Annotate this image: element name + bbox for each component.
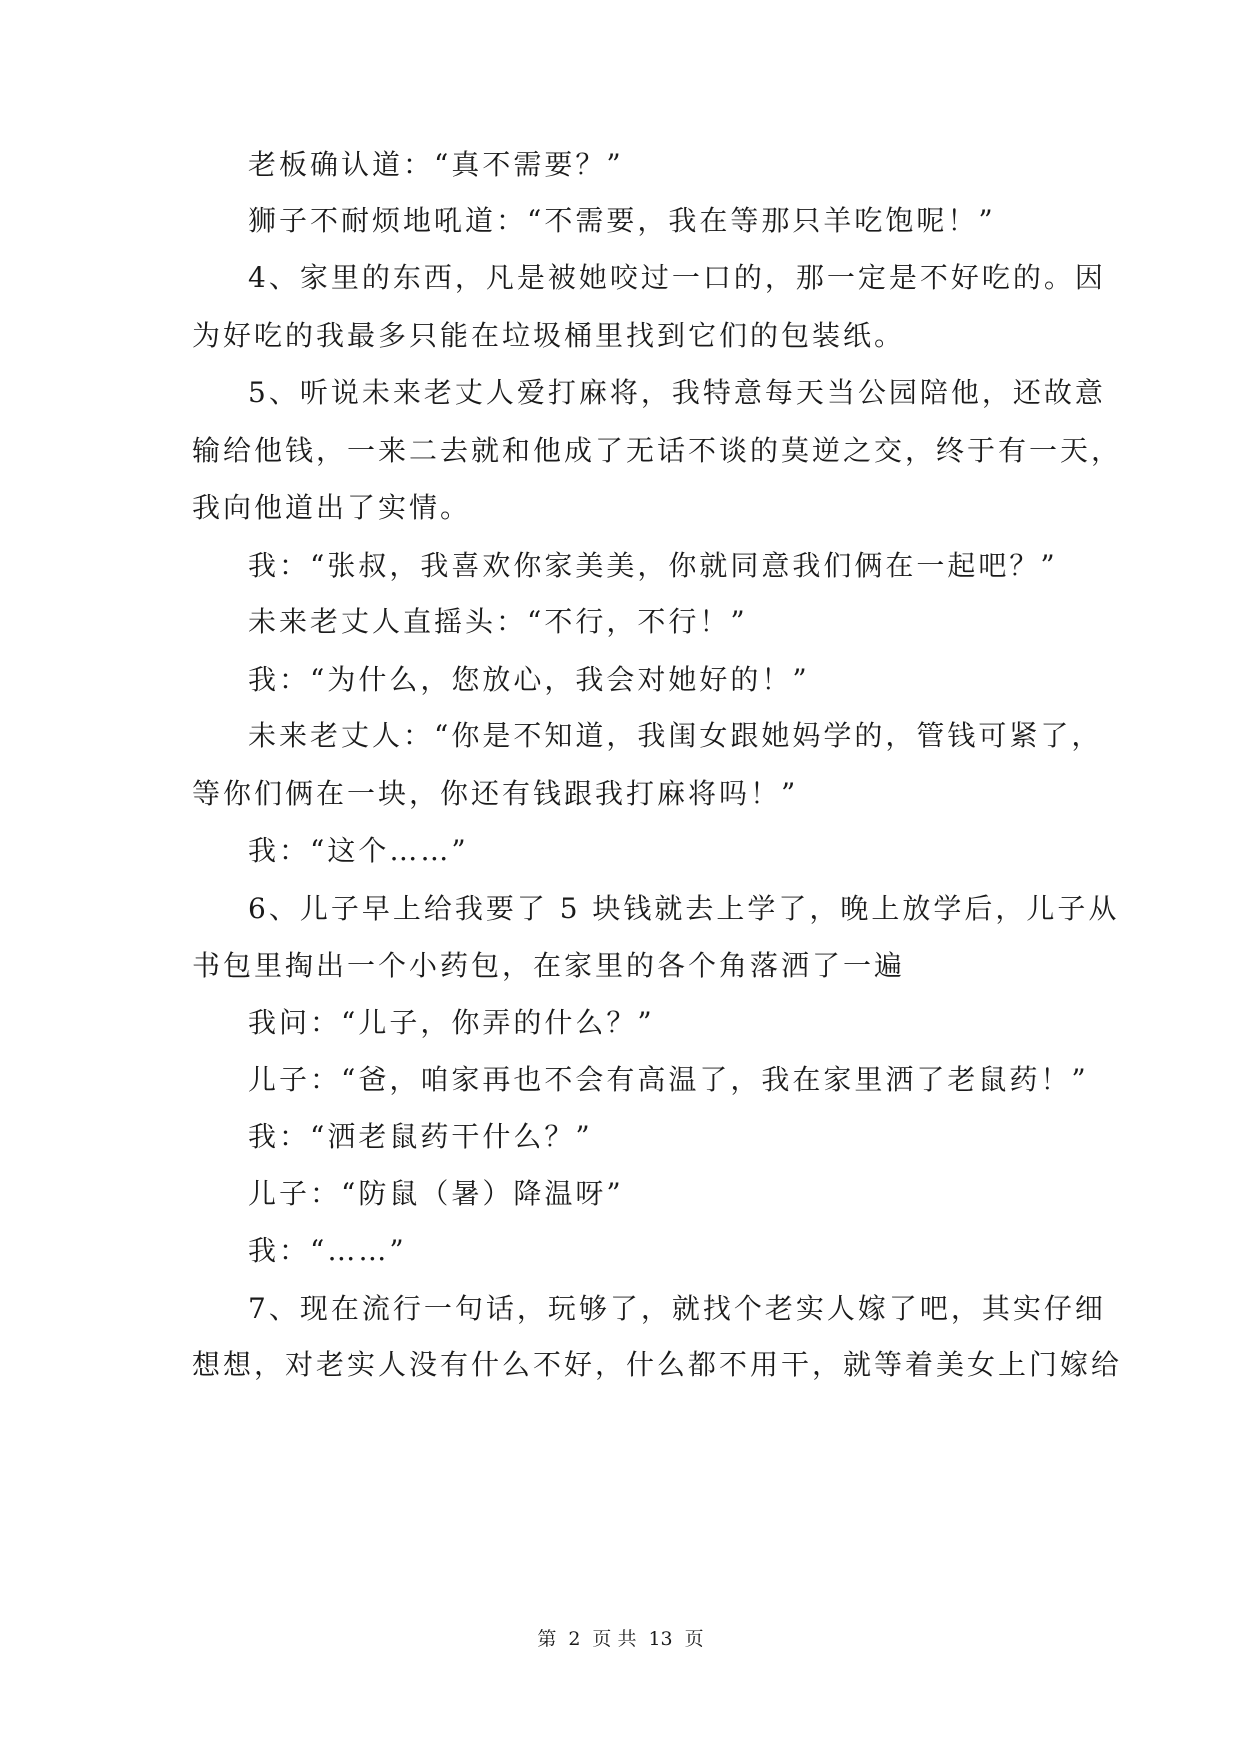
- text-line: 6、儿子早上给我要了 5 块钱就去上学了，晚上放学后，儿子从: [248, 892, 1120, 925]
- text-line: 儿子：“爸，咱家再也不会有高温了，我在家里洒了老鼠药！”: [248, 1063, 1089, 1096]
- text-line: 未来老丈人直摇头：“不行，不行！”: [248, 605, 748, 638]
- text-line: 我：“洒老鼠药干什么？”: [248, 1120, 593, 1153]
- footer-mid: 页 共: [592, 1628, 637, 1650]
- text-line: 未来老丈人：“你是不知道，我闺女跟她妈学的，管钱可紧了，: [248, 719, 1103, 752]
- text-line: 我问：“儿子，你弄的什么？”: [248, 1006, 655, 1039]
- text-line: 儿子：“防鼠（暑）降温呀”: [248, 1177, 624, 1210]
- text-line: 想想，对老实人没有什么不好，什么都不用干，就等着美女上门嫁给: [192, 1348, 1123, 1381]
- text-line: 为好吃的我最多只能在垃圾桶里找到它们的包装纸。: [192, 319, 906, 352]
- current-page-number: 2: [568, 1628, 581, 1650]
- text-line: 等你们俩在一块，你还有钱跟我打麻将吗！”: [192, 777, 799, 810]
- text-line: 4、家里的东西，凡是被她咬过一口的，那一定是不好吃的。因: [248, 261, 1106, 294]
- text-line: 我：“……”: [248, 1234, 407, 1267]
- text-line: 7、现在流行一句话，玩够了，就找个老实人嫁了吧，其实仔细: [248, 1292, 1106, 1325]
- text-line: 我：“张叔，我喜欢你家美美，你就同意我们俩在一起吧？”: [248, 549, 1058, 582]
- footer-suffix: 页: [684, 1628, 704, 1650]
- text-line: 狮子不耐烦地吼道：“不需要，我在等那只羊吃饱呢！”: [248, 204, 996, 237]
- text-line: 我：“这个……”: [248, 834, 469, 867]
- text-line: 输给他钱，一来二去就和他成了无话不谈的莫逆之交，终于有一天，: [192, 434, 1123, 467]
- total-pages-number: 13: [648, 1628, 673, 1650]
- text-line: 5、听说未来老丈人爱打麻将，我特意每天当公园陪他，还故意: [248, 376, 1106, 409]
- text-line: 老板确认道：“真不需要？”: [248, 148, 624, 181]
- footer-prefix: 第: [537, 1628, 557, 1650]
- text-line: 书包里掏出一个小药包，在家里的各个角落洒了一遍: [192, 949, 906, 982]
- page-footer: [0, 1625, 1241, 1653]
- text-line: 我：“为什么，您放心，我会对她好的！”: [248, 663, 810, 696]
- text-line: 我向他道出了实情。: [192, 491, 472, 524]
